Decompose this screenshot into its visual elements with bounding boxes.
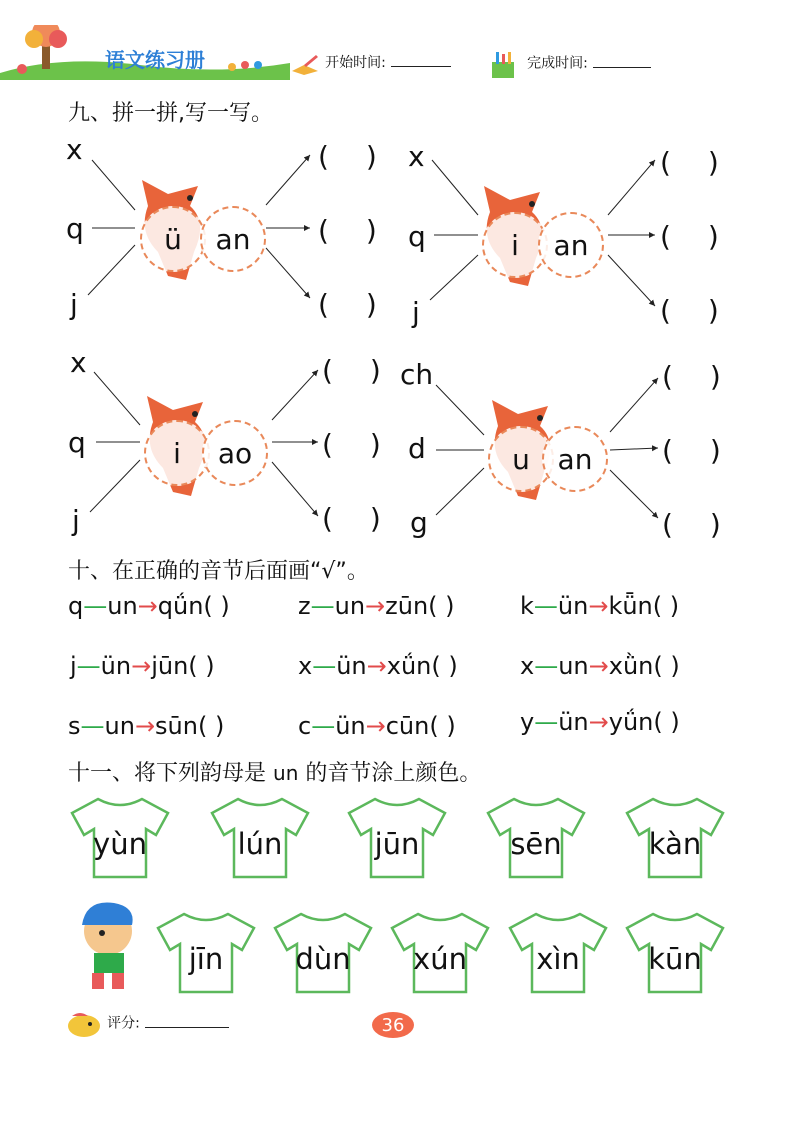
initial-letter: d: [408, 432, 426, 465]
finish-time-label: 完成时间:: [527, 55, 588, 72]
check-blank[interactable]: ( ): [197, 712, 225, 740]
initial-letter: ch: [400, 358, 434, 391]
tshirt-syllable[interactable]: jīn: [156, 910, 256, 995]
answer-blank[interactable]: ( ): [662, 360, 735, 393]
tshirt-syllable[interactable]: dùn: [273, 910, 373, 995]
answer-blank[interactable]: ( ): [318, 140, 391, 173]
syllable-exercise: z—un→zūn( ): [298, 592, 455, 620]
initial-letter: j: [70, 288, 78, 321]
answer-blank[interactable]: ( ): [662, 434, 735, 467]
score-label: 评分:: [107, 1015, 140, 1032]
tshirt-syllable[interactable]: kàn: [625, 795, 725, 880]
medial-circle: i: [482, 212, 548, 278]
syllable-exercise: j—ün→jūn( ): [70, 652, 215, 680]
initial-letter: g: [410, 506, 428, 539]
final-circle: an: [542, 426, 608, 492]
section9-connector-lines: [0, 0, 800, 560]
answer-blank[interactable]: ( ): [322, 502, 395, 535]
check-blank[interactable]: ( ): [188, 652, 215, 680]
tshirt-syllable[interactable]: kūn: [625, 910, 725, 995]
medial-circle: u: [488, 426, 554, 492]
tshirt-syllable[interactable]: xún: [390, 910, 490, 995]
tshirt-syllable[interactable]: jūn: [347, 795, 447, 880]
final-circle: an: [200, 206, 266, 272]
answer-blank[interactable]: ( ): [318, 288, 391, 321]
answer-blank[interactable]: ( ): [660, 220, 733, 253]
initial-letter: x: [66, 133, 83, 166]
start-time-label: 开始时间:: [325, 55, 386, 71]
syllable-exercise: x—ün→xǘn( ): [298, 652, 458, 680]
initial-letter: q: [66, 212, 84, 245]
check-blank[interactable]: ( ): [428, 592, 455, 620]
initial-letter: x: [70, 346, 87, 379]
section10-title: 十、在正确的音节后面画“√”。: [68, 559, 369, 584]
check-blank[interactable]: ( ): [431, 652, 458, 680]
final-circle: an: [538, 212, 604, 278]
answer-blank[interactable]: ( ): [662, 508, 735, 541]
answer-blank[interactable]: ( ): [318, 214, 391, 247]
final-circle: ao: [202, 420, 268, 486]
answer-blank[interactable]: ( ): [660, 146, 733, 179]
tshirt-syllable[interactable]: sēn: [486, 795, 586, 880]
page-number: 36: [372, 1012, 414, 1038]
chick-icon: [66, 1010, 102, 1036]
syllable-exercise: c—ün→cūn( ): [298, 712, 456, 740]
initial-letter: j: [72, 504, 80, 537]
medial-circle: ü: [140, 206, 206, 272]
medial-circle: i: [144, 420, 210, 486]
initial-letter: q: [68, 426, 86, 459]
score-blank[interactable]: [145, 1027, 229, 1028]
section11-title: 十一、将下列韵母是 un 的音节涂上颜色。: [68, 761, 482, 786]
check-blank[interactable]: ( ): [652, 592, 680, 620]
score-field: [66, 1010, 229, 1036]
tshirt-syllable[interactable]: xìn: [508, 910, 608, 995]
initial-letter: j: [412, 296, 420, 329]
check-blank[interactable]: ( ): [653, 708, 680, 736]
check-blank[interactable]: ( ): [429, 712, 456, 740]
syllable-exercise: k—ün→kǖn( ): [520, 592, 680, 620]
check-blank[interactable]: ( ): [653, 652, 680, 680]
boy-illustration: [66, 895, 146, 995]
book-title: 语文练习册: [105, 48, 205, 72]
answer-blank[interactable]: ( ): [322, 428, 395, 461]
tshirt-syllable[interactable]: lún: [210, 795, 310, 880]
tshirt-syllable[interactable]: yùn: [70, 795, 170, 880]
answer-blank[interactable]: ( ): [322, 354, 395, 387]
section9-title: 九、拼一拼,写一写。: [68, 101, 273, 126]
syllable-exercise: q—un→qǘn( ): [68, 592, 230, 620]
syllable-exercise: s—un→sūn( ): [68, 712, 225, 740]
syllable-exercise: x—un→xǜn( ): [520, 652, 680, 680]
syllable-exercise: y—ün→yǘn( ): [520, 708, 680, 736]
answer-blank[interactable]: ( ): [660, 294, 733, 327]
check-blank[interactable]: ( ): [203, 592, 230, 620]
initial-letter: q: [408, 220, 426, 253]
initial-letter: x: [408, 140, 425, 173]
